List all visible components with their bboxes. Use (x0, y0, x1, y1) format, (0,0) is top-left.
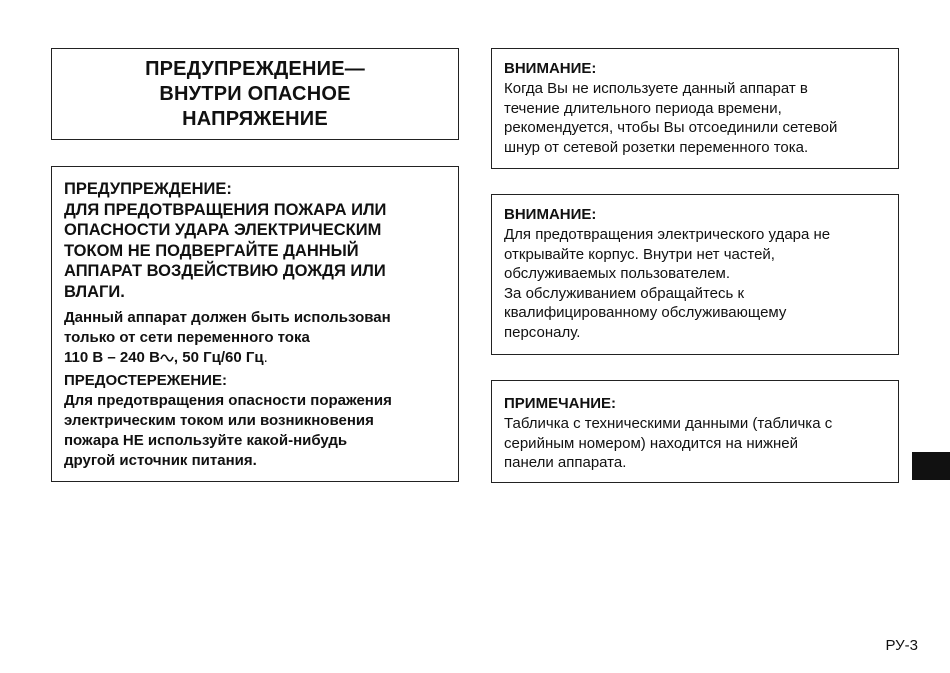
attention-note-unplug (491, 48, 899, 169)
note-heading: ВНИМАНИЕ: (504, 206, 597, 223)
rating-frequency: , 50 Гц/60 Гц (173, 349, 264, 366)
warning-line: ДЛЯ ПРЕДОТВРАЩЕНИЯ ПОЖАРА ИЛИ (64, 200, 387, 219)
caution-line: пожара НЕ используйте какой-нибудь (64, 432, 348, 449)
rating-end: . (263, 349, 268, 366)
note-line: обслуживаемых пользователем. (504, 265, 731, 282)
attention-note-service (491, 194, 899, 355)
note-line: квалифицированному обслуживающему (504, 304, 787, 321)
note-heading: ВНИМАНИЕ: (504, 60, 597, 77)
note-line: панели аппарата. (504, 454, 627, 471)
warning-heading: ПРЕДУПРЕЖДЕНИЕ: (64, 180, 232, 198)
caution-line: Для предотвращения опасности поражения (64, 392, 392, 409)
note-line: серийным номером) находится на нижней (504, 434, 799, 452)
warning-line: ТОКОМ НЕ ПОДВЕРГАЙТЕ ДАННЫЙ (64, 241, 359, 260)
power-rating-line (64, 348, 448, 368)
warning-line: АППАРАТ ВОЗДЕЙСТВИЮ ДОЖДЯ ИЛИ (64, 262, 386, 280)
title-line: НАПРЯЖЕНИЕ (182, 107, 328, 130)
rating-voltage: 110 В – 240 В (64, 349, 160, 366)
caution-line: другой источник питания. (64, 452, 257, 469)
rating-plate-note (491, 380, 899, 483)
section-tab-marker (912, 452, 950, 480)
danger-voltage-title-box (51, 48, 459, 140)
title-line: ПРЕДУПРЕЖДЕНИЕ— (145, 57, 365, 80)
note-line: Когда Вы не используете данный аппарат в (504, 80, 808, 97)
note-line: открывайте корпус. Внутри нет частей, (504, 245, 775, 263)
note-line: Для предотвращения электрического удара не (504, 226, 831, 243)
power-requirement-line: Данный аппарат должен быть использован (64, 309, 391, 326)
note-line: течение длительного периода времени, (504, 99, 782, 117)
note-line: шнур от сетевой розетки переменного тока. (504, 138, 809, 156)
note-line: рекомендуется, чтобы Вы отсоединили сетевой (504, 119, 838, 136)
page-number: РУ-3 (885, 637, 918, 654)
power-requirement-line: только от сети переменного тока (64, 329, 310, 346)
note-line: персоналу. (504, 323, 581, 341)
note-heading: ПРИМЕЧАНИЕ: (504, 395, 617, 412)
warning-line: ВЛАГИ. (64, 282, 125, 301)
caution-heading: ПРЕДОСТЕРЕЖЕНИЕ: (64, 372, 227, 389)
caution-line: электрическим током или возникновения (64, 412, 374, 429)
ac-wave-icon (160, 353, 174, 363)
fire-shock-warning-box (51, 166, 459, 482)
warning-line: ОПАСНОСТИ УДАРА ЭЛЕКТРИЧЕСКИМ (64, 221, 382, 239)
title-line: ВНУТРИ ОПАСНОЕ (159, 82, 351, 105)
note-line: За обслуживанием обращайтесь к (504, 284, 745, 302)
note-line: Табличка с техническими данными (табличка с (504, 415, 833, 432)
